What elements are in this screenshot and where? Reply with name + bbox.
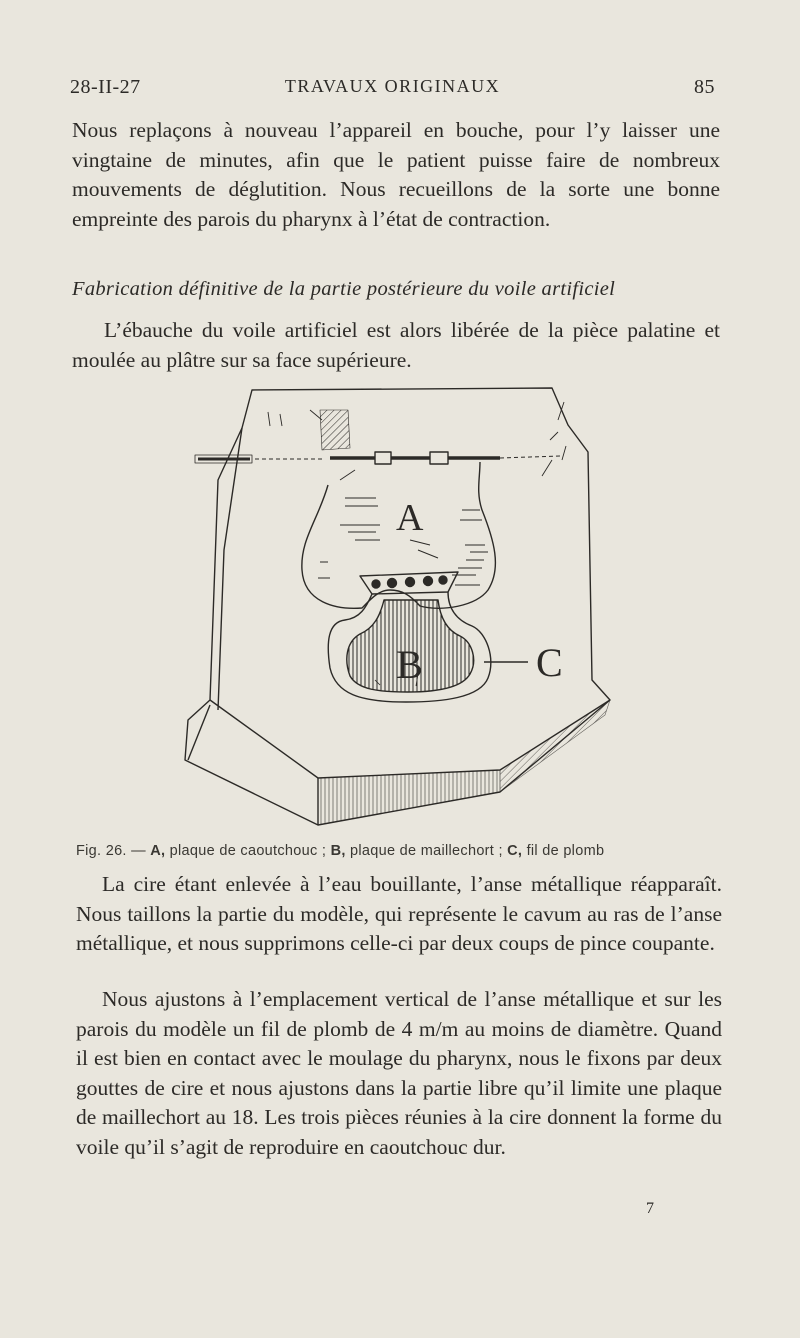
caption-c-key: C, <box>507 843 523 859</box>
running-header <box>70 76 715 106</box>
caption-b-text: plaque de maillechort ; <box>345 843 508 859</box>
figure-26-illustration <box>180 380 620 835</box>
paragraph-1: Nous replaçons à nouveau l’appareil en bouche, pour l’y laisser une vingtaine de minutes, afin que le patient puisse faire de nombreux mouvements de déglutition. Nous recueillons de la sorte une bonne empreinte des parois du pharynx à l’état de contraction. <box>72 118 720 231</box>
caption-b-key: B, <box>330 843 346 859</box>
label-a: A <box>396 497 424 539</box>
figure-caption <box>76 843 736 859</box>
header-title: TRAVAUX ORIGINAUX <box>284 76 501 96</box>
paragraph-4: Nous ajustons à l’emplacement vertical de l’anse métallique et sur les parois du modèle un fil de plomb de 4 m/m au moins de diamètre. Quand il est bien en contact avec le moulage du pharynx, nous le fixons par deux gouttes de cire et nous ajustons dans la partie libre qu’il limite une plaque de maillechort au 18. Les trois pièces réunies à la cire donnent la forme du voile qu’il s’agit de reproduire en caoutchouc dur. <box>76 987 722 1159</box>
signature-mark: 7 <box>646 1200 654 1217</box>
caption-fig-label: Fig. 26. <box>76 843 127 859</box>
paragraph-3: La cire étant enlevée à l’eau bouillante, l’anse métallique réapparaît. Nous taillons la partie du modèle, qui représente le cavum au ras de l’anse métallique, et nous supprimons celle-ci par deux coups de pince coupante. <box>76 872 722 955</box>
header-date: 28-II-27 <box>70 76 141 98</box>
caption-c-text: fil de plomb <box>522 843 605 859</box>
label-c: C <box>536 640 563 685</box>
label-b: B <box>396 642 423 687</box>
page-number: 85 <box>694 76 715 98</box>
paragraph-2: L’ébauche du voile artificiel est alors libérée de la pièce palatine et moulée au plâtre sur sa face supérieure. <box>72 318 720 372</box>
section-heading: Fabrication définitive de la partie postérieure du voile artificiel <box>72 278 616 300</box>
caption-dash: — <box>126 843 151 859</box>
caption-a-text: plaque de caoutchouc ; <box>165 843 331 859</box>
caption-a-key: A, <box>150 843 166 859</box>
